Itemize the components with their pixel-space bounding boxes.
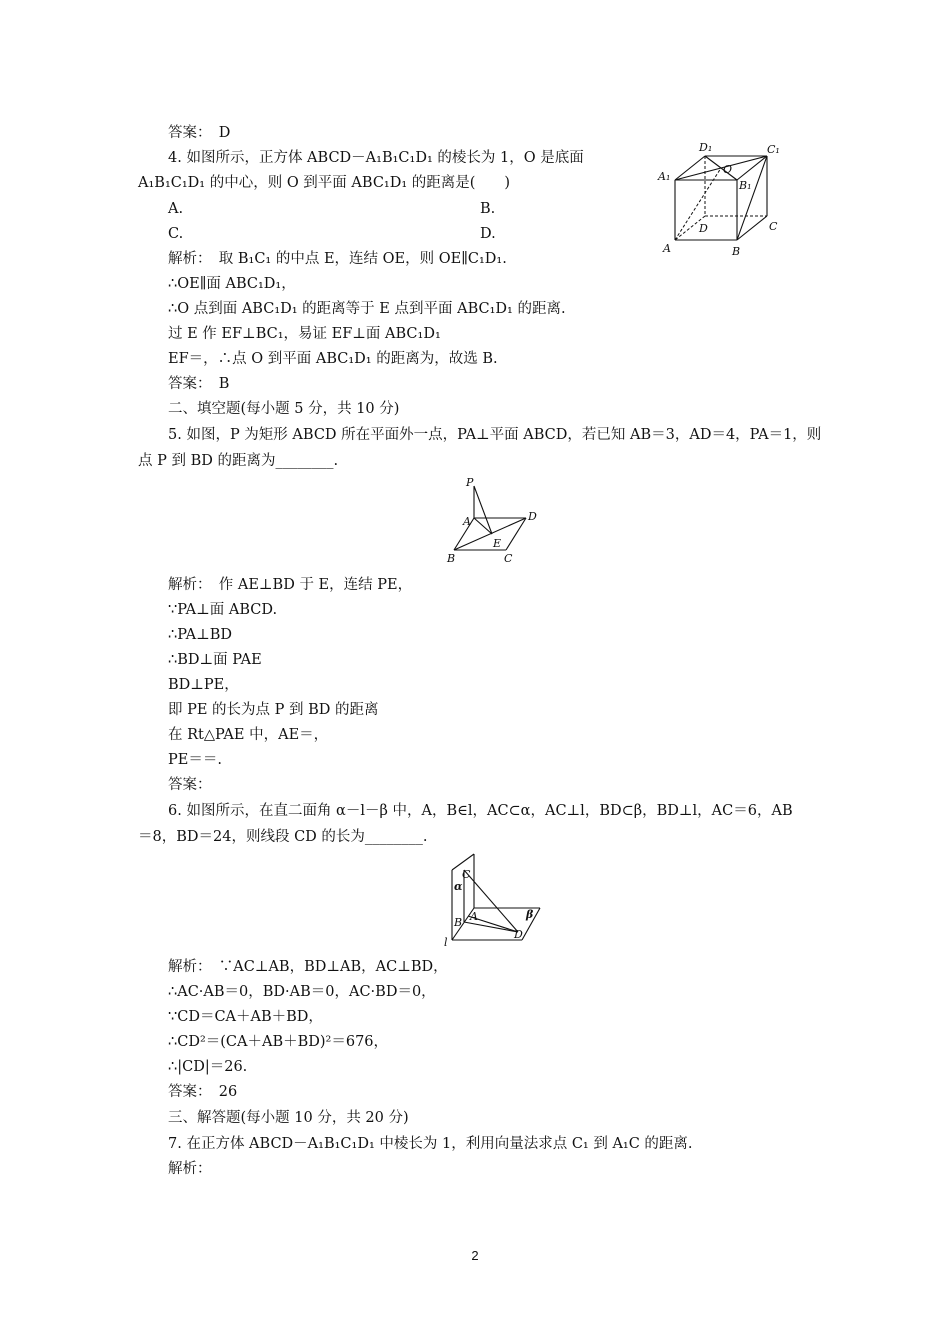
answer-6: 答案： 26: [168, 1084, 238, 1100]
dihedral-figure: [440, 850, 550, 950]
cube-label-a: A: [663, 242, 671, 255]
q5-solution-8: PE＝＝.: [168, 752, 222, 768]
q4-solution-2: ∴OE∥面 ABC₁D₁，: [168, 276, 296, 292]
q4-solution-1: 解析： 取 B₁C₁ 的中点 E，连结 OE，则 OE∥C₁D₁.: [168, 251, 507, 267]
rect-label-a: A: [463, 515, 471, 528]
dihedral-label-b: B: [454, 916, 463, 929]
q5-solution-5: BD⊥PE，: [168, 677, 239, 693]
rect-label-b: B: [447, 552, 456, 565]
q5-solution-1: 解析： 作 AE⊥BD 于 E，连结 PE，: [168, 577, 413, 593]
cube-label-a1: A₁: [658, 170, 671, 183]
rect-label-p: P: [466, 476, 474, 489]
q5-solution-2: ∵PA⊥面 ABCD.: [168, 602, 278, 618]
q4-option-d: D.: [480, 226, 496, 242]
cube-label-o: O: [723, 163, 733, 176]
cube-label-c: C: [769, 220, 778, 233]
dihedral-label-l: l: [444, 936, 448, 949]
q4-line-2: A₁B₁C₁D₁ 的中心，则 O 到平面 ABC₁D₁ 的距离是( ): [138, 175, 511, 191]
q6-solution-4: ∴CD²＝(CA＋AB＋BD)²＝676，: [168, 1034, 389, 1050]
dihedral-label-alpha: α: [454, 880, 463, 893]
cube-label-c1: C₁: [767, 143, 780, 156]
rect-label-d: D: [528, 510, 537, 523]
q4-solution-3: ∴O 点到面 ABC₁D₁ 的距离等于 E 点到平面 ABC₁D₁ 的距离.: [168, 301, 566, 317]
q4-solution-4: 过 E 作 EF⊥BC₁，易证 EF⊥面 ABC₁D₁: [168, 326, 441, 342]
dihedral-label-c: C: [462, 868, 471, 881]
q5-solution-7: 在 Rt△PAE 中，AE＝，: [168, 727, 329, 743]
q4-line-1: 4. 如图所示，正方体 ABCD－A₁B₁C₁D₁ 的棱长为 1，O 是底面: [168, 150, 584, 166]
cube-label-d: D: [699, 222, 708, 235]
page-number: 2: [471, 1248, 479, 1263]
q4-solution-5: EF＝，∴点 O 到平面 ABC₁D₁ 的距离为，故选 B.: [168, 351, 498, 367]
q5-line-1: 5. 如图，P 为矩形 ABCD 所在平面外一点，PA⊥平面 ABCD，若已知 AB＝3，AD＝4，PA＝1，则: [168, 427, 822, 443]
answer-4: 答案： B: [168, 376, 230, 392]
q4-option-a: A.: [168, 201, 184, 217]
q6-line-2: ＝8，BD＝24，则线段 CD 的长为________.: [138, 829, 428, 845]
cube-figure: [655, 140, 790, 265]
cube-label-b1: B₁: [739, 179, 752, 192]
answer-3: 答案： D: [168, 125, 231, 141]
q4-option-b: B.: [480, 201, 496, 217]
answer-5: 答案：: [168, 777, 212, 793]
q6-line-1: 6. 如图所示，在直二面角 α－l－β 中，A，B∈l，AC⊂α，AC⊥l，BD⊂β，BD⊥l，AC＝6，AB: [168, 803, 793, 819]
q7-solution-label: 解析：: [168, 1161, 212, 1177]
section-fill-in: 二、填空题(每小题 5 分，共 10 分): [168, 401, 400, 417]
q6-solution-5: ∴|CD|＝26.: [168, 1059, 248, 1075]
rect-label-c: C: [504, 552, 513, 565]
dihedral-label-a: A: [470, 910, 478, 923]
q7-line-1: 7. 在正方体 ABCD－A₁B₁C₁D₁ 中棱长为 1，利用向量法求点 C₁ 到 A₁C 的距离.: [168, 1136, 693, 1152]
rectangle-figure: [440, 474, 550, 569]
q5-solution-6: 即 PE 的长为点 P 到 BD 的距离: [168, 702, 379, 718]
cube-label-b: B: [732, 245, 741, 258]
dihedral-label-d: D: [514, 928, 523, 941]
cube-label-d1: D₁: [699, 141, 713, 154]
q6-solution-3: ∵CD＝CA＋AB＋BD，: [168, 1009, 323, 1025]
rect-label-e: E: [493, 537, 502, 550]
q5-line-2: 点 P 到 BD 的距离为________.: [138, 453, 339, 469]
q6-solution-2: ∴AC·AB＝0，BD·AB＝0，AC·BD＝0，: [168, 984, 436, 1000]
dihedral-label-beta: β: [526, 908, 534, 921]
q5-solution-3: ∴PA⊥BD: [168, 627, 233, 643]
q4-option-c: C.: [168, 226, 184, 242]
section-solve: 三、解答题(每小题 10 分，共 20 分): [168, 1110, 409, 1126]
q5-solution-4: ∴BD⊥面 PAE: [168, 652, 262, 668]
q6-solution-1: 解析： ∵AC⊥AB，BD⊥AB，AC⊥BD，: [168, 959, 448, 975]
